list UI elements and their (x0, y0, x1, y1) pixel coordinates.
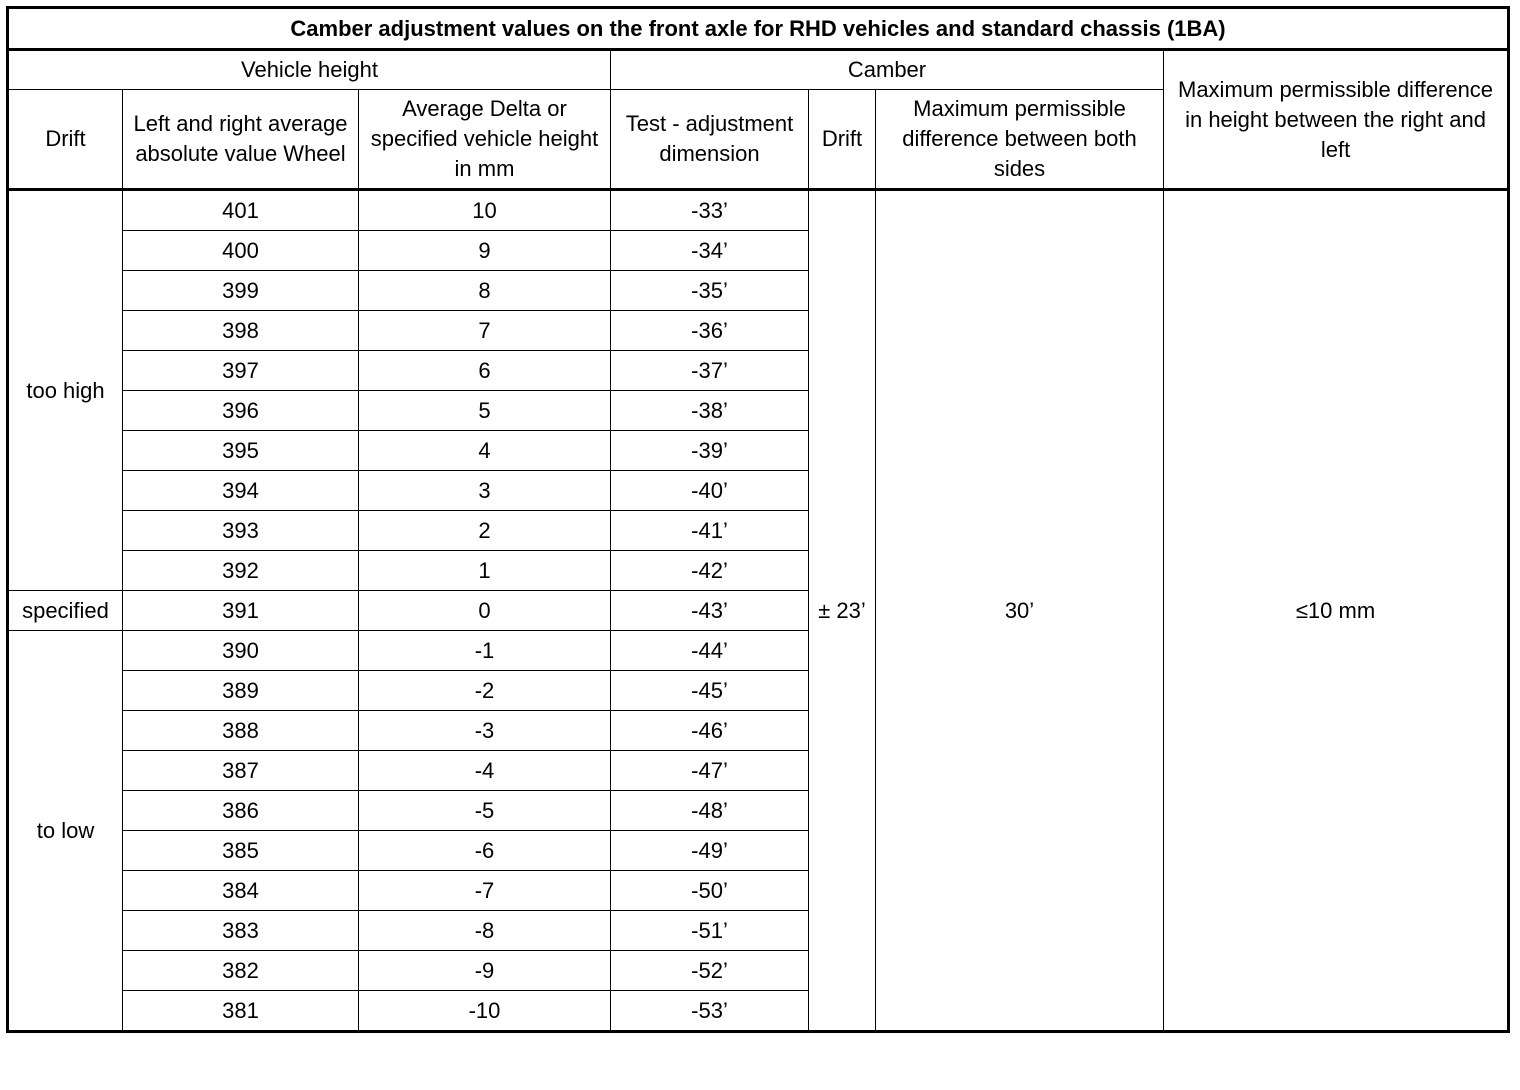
test-adjustment-cell: -46’ (611, 711, 809, 751)
test-adjustment-cell: -35’ (611, 271, 809, 311)
test-adjustment-cell: -47’ (611, 751, 809, 791)
drift-group-to-low: to low (8, 631, 123, 1032)
test-adjustment-cell: -33’ (611, 190, 809, 231)
test-adjustment-cell: -39’ (611, 431, 809, 471)
test-adjustment-cell: -50’ (611, 871, 809, 911)
max-height-diff-header: Maximum permissible difference in height between the right and left (1164, 50, 1509, 190)
delta-value-cell: -7 (359, 871, 611, 911)
camber-header: Camber (611, 50, 1164, 90)
wheel-value-cell: 400 (123, 231, 359, 271)
wheel-value-cell: 396 (123, 391, 359, 431)
delta-value-cell: -8 (359, 911, 611, 951)
table-title: Camber adjustment values on the front axle for RHD vehicles and standard chassis (1BA) (8, 8, 1509, 50)
delta-value-cell: 1 (359, 551, 611, 591)
delta-value-cell: 9 (359, 231, 611, 271)
delta-value-cell: 5 (359, 391, 611, 431)
delta-value-cell: -5 (359, 791, 611, 831)
delta-value-cell: 2 (359, 511, 611, 551)
wheel-value-cell: 391 (123, 591, 359, 631)
camber-drift-header: Drift (809, 90, 876, 190)
wheel-value-cell: 384 (123, 871, 359, 911)
delta-value-cell: 0 (359, 591, 611, 631)
delta-value-cell: 7 (359, 311, 611, 351)
wheel-value-cell: 388 (123, 711, 359, 751)
delta-value-cell: -2 (359, 671, 611, 711)
delta-value-cell: -9 (359, 951, 611, 991)
test-adjustment-cell: -49’ (611, 831, 809, 871)
test-adjustment-cell: -45’ (611, 671, 809, 711)
test-adjustment-cell: -34’ (611, 231, 809, 271)
max-camber-difference-cell: 30’ (876, 190, 1164, 1032)
test-adjustment-cell: -53’ (611, 991, 809, 1032)
test-adjustment-cell: -41’ (611, 511, 809, 551)
wheel-value-cell: 385 (123, 831, 359, 871)
wheel-value-cell: 401 (123, 190, 359, 231)
wheel-value-cell: 395 (123, 431, 359, 471)
wheel-value-cell: 390 (123, 631, 359, 671)
delta-value-cell: -4 (359, 751, 611, 791)
test-adjustment-cell: -43’ (611, 591, 809, 631)
wheel-value-cell: 399 (123, 271, 359, 311)
drift-group-too-high: too high (8, 190, 123, 591)
wheel-value-cell: 382 (123, 951, 359, 991)
test-adjustment-cell: -36’ (611, 311, 809, 351)
test-adjustment-cell: -40’ (611, 471, 809, 511)
delta-value-cell: -3 (359, 711, 611, 751)
test-adjustment-cell: -51’ (611, 911, 809, 951)
wheel-value-cell: 397 (123, 351, 359, 391)
wheel-value-cell: 392 (123, 551, 359, 591)
wheel-value-cell: 389 (123, 671, 359, 711)
wheel-value-cell: 394 (123, 471, 359, 511)
delta-value-cell: 4 (359, 431, 611, 471)
test-adjustment-cell: -48’ (611, 791, 809, 831)
test-adjustment-cell: -52’ (611, 951, 809, 991)
delta-value-cell: -10 (359, 991, 611, 1032)
test-adjustment-cell: -42’ (611, 551, 809, 591)
camber-tolerance-cell: ± 23’ (809, 190, 876, 1032)
wheel-value-cell: 381 (123, 991, 359, 1032)
max-height-difference-cell: ≤10 mm (1164, 190, 1509, 1032)
wheel-value-cell: 383 (123, 911, 359, 951)
delta-value-cell: 8 (359, 271, 611, 311)
wheel-value-cell: 387 (123, 751, 359, 791)
wheel-value-cell: 386 (123, 791, 359, 831)
left-right-average-header: Left and right average absolute value Wheel (123, 90, 359, 190)
vehicle-height-header: Vehicle height (8, 50, 611, 90)
delta-value-cell: 3 (359, 471, 611, 511)
wheel-value-cell: 398 (123, 311, 359, 351)
camber-adjustment-table (6, 6, 1510, 1033)
wheel-value-cell: 393 (123, 511, 359, 551)
table-body (8, 190, 1509, 1032)
test-adjustment-cell: -37’ (611, 351, 809, 391)
drift-header: Drift (8, 90, 123, 190)
delta-value-cell: 10 (359, 190, 611, 231)
max-diff-both-sides-header: Maximum permissible difference between both sides (876, 90, 1164, 190)
test-adjustment-header: Test - adjustment dimension (611, 90, 809, 190)
test-adjustment-cell: -38’ (611, 391, 809, 431)
delta-value-cell: -1 (359, 631, 611, 671)
delta-value-cell: -6 (359, 831, 611, 871)
table-row (8, 190, 1509, 231)
drift-group-specified: specified (8, 591, 123, 631)
average-delta-header: Average Delta or specified vehicle height in mm (359, 90, 611, 190)
test-adjustment-cell: -44’ (611, 631, 809, 671)
delta-value-cell: 6 (359, 351, 611, 391)
